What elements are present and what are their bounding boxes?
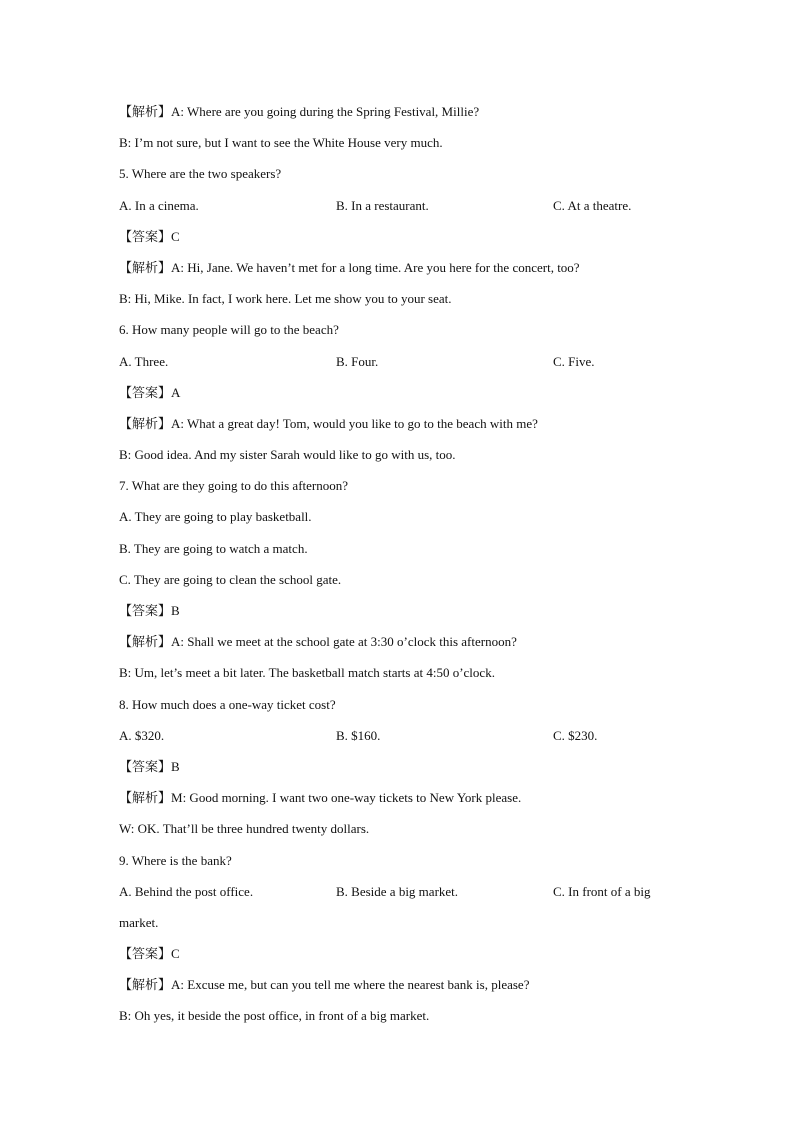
option-b: B. Beside a big market.: [336, 883, 459, 899]
answer-value: B: [171, 758, 180, 774]
analysis-line: [119, 258, 679, 289]
option-c: C. At a theatre.: [553, 197, 632, 213]
dialogue-text: A: Hi, Jane. We haven’t met for a long time. Are you here for the concert, too?: [171, 259, 580, 275]
dialogue-text: M: Good morning. I want two one-way tickets to New York please.: [171, 790, 522, 806]
answer-line: [119, 227, 679, 258]
dialogue-text: A: What a great day! Tom, would you like to go to the beach with me?: [171, 415, 538, 431]
answer-line: [119, 601, 679, 632]
answer-tag: 【答案】: [119, 604, 172, 619]
answer-line: [119, 383, 679, 414]
answer-value: C: [171, 228, 180, 244]
analysis-tag: 【解析】: [119, 260, 172, 276]
question-5: 5. Where are the two speakers?: [119, 166, 282, 182]
option-b: B. In a restaurant.: [336, 197, 429, 213]
analysis-line: [119, 632, 679, 663]
document-content: [119, 102, 679, 1038]
analysis-line: [119, 788, 679, 819]
analysis-line: [119, 414, 679, 445]
question-5-options: [119, 196, 679, 227]
dialogue-line: B: Good idea. And my sister Sarah would like to go with us, too.: [119, 447, 456, 463]
answer-tag: 【答案】: [119, 229, 172, 245]
option-a: A. Behind the post office.: [119, 883, 254, 899]
answer-value: C: [171, 946, 180, 962]
option-b: B. They are going to watch a match.: [119, 540, 308, 556]
answer-line: [119, 757, 679, 788]
option-a: A. In a cinema.: [119, 197, 199, 213]
answer-value: A: [171, 384, 181, 400]
analysis-tag: 【解析】: [119, 978, 172, 994]
dialogue-line: B: Oh yes, it beside the post office, in front of a big market.: [119, 1008, 430, 1024]
question-9: 9. Where is the bank?: [119, 852, 232, 868]
analysis-line: [119, 102, 679, 133]
dialogue-line: B: Um, let’s meet a bit later. The basketball match starts at 4:50 o’clock.: [119, 665, 495, 681]
question-6: 6. How many people will go to the beach?: [119, 322, 339, 338]
analysis-tag: 【解析】: [119, 105, 172, 120]
analysis-tag: 【解析】: [119, 416, 172, 432]
dialogue-text: A: Where are you going during the Spring Festival, Millie?: [171, 104, 480, 119]
question-8: 8. How much does a one-way ticket cost?: [119, 696, 336, 712]
dialogue-line: B: Hi, Mike. In fact, I work here. Let me show you to your seat.: [119, 291, 452, 307]
option-c: C. They are going to clean the school gate.: [119, 571, 342, 587]
analysis-line: [119, 975, 679, 1006]
option-c: C. $230.: [553, 727, 598, 743]
option-a: A. Three.: [119, 353, 169, 369]
dialogue-text: A: Excuse me, but can you tell me where the nearest bank is, please?: [171, 977, 530, 993]
option-c-continuation: market.: [119, 914, 159, 930]
question-7: 7. What are they going to do this afternoon?: [119, 478, 349, 494]
option-b: B. $160.: [336, 727, 381, 743]
analysis-tag: 【解析】: [119, 635, 172, 651]
dialogue-text: A: Shall we meet at the school gate at 3:30 o’clock this afternoon?: [171, 634, 517, 650]
question-6-options: [119, 352, 679, 383]
option-a: A. $320.: [119, 727, 165, 743]
answer-value: B: [171, 603, 180, 618]
question-8-options: [119, 726, 679, 757]
dialogue-line: W: OK. That’ll be three hundred twenty dollars.: [119, 821, 370, 837]
question-9-options: [119, 882, 679, 913]
answer-line: [119, 944, 679, 975]
option-a: A. They are going to play basketball.: [119, 509, 312, 525]
option-b: B. Four.: [336, 353, 379, 369]
dialogue-line: B: I’m not sure, but I want to see the White House very much.: [119, 135, 443, 151]
option-c: C. Five.: [553, 353, 595, 369]
option-c: C. In front of a big: [553, 883, 651, 899]
answer-tag: 【答案】: [119, 947, 172, 963]
answer-tag: 【答案】: [119, 385, 172, 401]
analysis-tag: 【解析】: [119, 791, 172, 807]
answer-tag: 【答案】: [119, 759, 172, 775]
